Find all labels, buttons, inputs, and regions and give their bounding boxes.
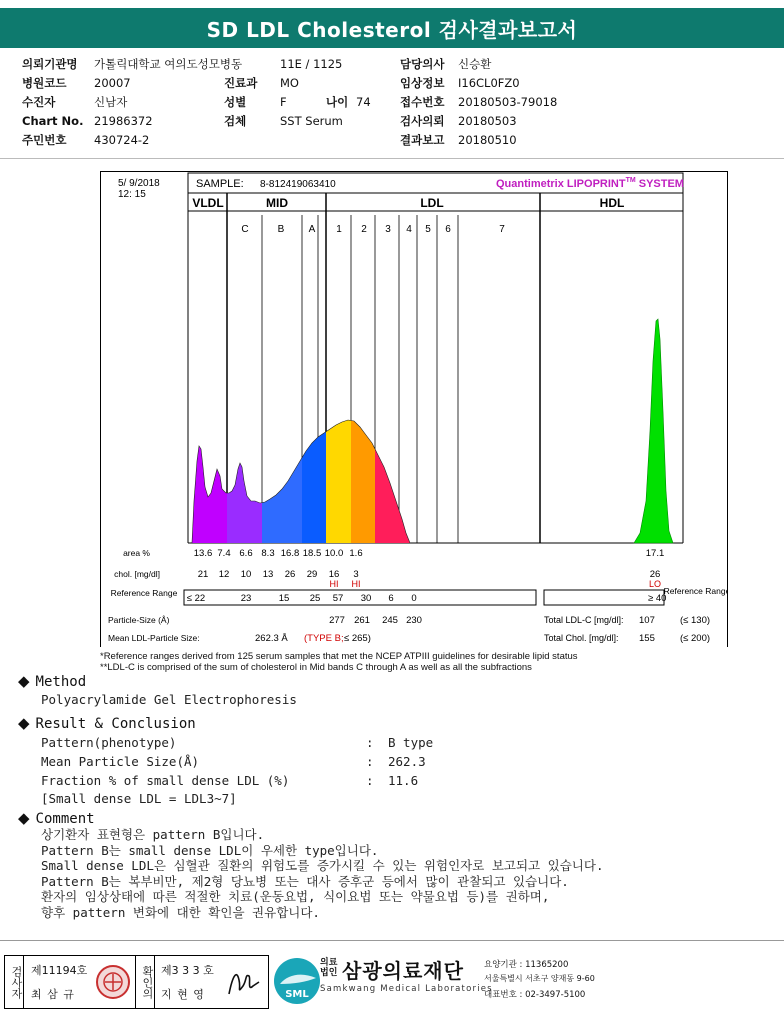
dept-value: MO (280, 76, 299, 90)
signature-box (4, 955, 269, 1009)
sex-label: 성별 (224, 95, 247, 109)
tester-license: 제11194호 (31, 964, 88, 977)
lipoprint-chart (100, 171, 728, 647)
ref-range-value: 30 (360, 593, 372, 604)
age-label: 나이 (326, 95, 349, 109)
comment-line: 향후 pattern 변화에 대한 확인을 권유합니다. (41, 904, 320, 920)
ref-range-value: 23 (240, 593, 252, 604)
specimen-field (224, 114, 343, 128)
header-field (22, 133, 149, 147)
header-value: 430724-2 (94, 133, 150, 147)
size-row-label: Particle-Size (Å) (108, 615, 170, 625)
confirmer-name: 지 현 영 (161, 988, 205, 1001)
age-value: 74 (356, 95, 371, 109)
result-value: 262.3 (388, 754, 426, 769)
band-label: 6 (445, 224, 451, 235)
result-sep: : (366, 754, 374, 769)
header-label: 임상정보 (400, 76, 445, 90)
chol-value: 10 (240, 569, 252, 580)
footnote-2: **LDL-C is comprised of the sum of cholesterol in Mid bands C through A as well as all the subfractions (100, 662, 532, 673)
seal-stamp-icon (95, 964, 131, 1000)
ref-row-label: Reference Range (110, 588, 178, 598)
total-ldl-value: 107 (639, 615, 655, 626)
mean-row-label: Mean LDL-Particle Size: (108, 633, 200, 643)
lipoprint-chart-svg (100, 171, 728, 647)
chol-flag: HI (351, 579, 361, 589)
header-label: 의뢰기관명 (22, 57, 78, 71)
sample-id: 8-812419063410 (260, 179, 336, 190)
sex-age-field (224, 95, 371, 109)
header-value: 가톨릭대학교 여의도성모병동 (94, 57, 243, 71)
chol-value: 29 (306, 569, 318, 580)
org-en: Samkwang Medical Laboratories (320, 984, 493, 994)
chart-date: 5/ 9/2018 (118, 178, 160, 189)
confirmer-license: 제3 3 3 호 (161, 964, 214, 977)
mean-type: (TYPE B; (304, 633, 344, 644)
area-row-label: area % (123, 548, 150, 558)
header-label: 수진자 (22, 95, 56, 109)
header-value: I16CL0FZ0 (458, 76, 520, 90)
header-value: 20180503-79018 (458, 95, 558, 109)
footnotes (100, 651, 578, 673)
comment-line: Pattern B는 small dense LDL이 우세한 type입니다. (41, 842, 379, 858)
comment-line: 상기환자 표현형은 pattern B입니다. (41, 827, 265, 842)
header-value: 신승환 (458, 57, 492, 71)
method-heading: ◆ Method (18, 672, 87, 690)
comment-heading: ◆ Comment (18, 809, 95, 827)
result-sep: : (366, 735, 374, 750)
sex-value: F (280, 95, 287, 109)
chart-time: 12: 15 (118, 189, 146, 200)
header-label: 주민번호 (22, 133, 67, 147)
total-chol-value: 155 (639, 633, 655, 644)
org-prefix: 의료법인 (320, 958, 338, 978)
header-label: 결과보고 (400, 133, 445, 147)
footnote-1: *Reference ranges derived from 125 serum samples that met the NCEP ATPIII guidelines for desirable lipid status (100, 651, 578, 662)
chol-value: 26 (284, 569, 296, 580)
header-field (400, 76, 520, 90)
chol-value: 12 (218, 569, 230, 580)
particle-size-value: 261 (354, 615, 370, 626)
tester-name: 최 삼 규 (31, 988, 75, 1001)
header-label: 병원코드 (22, 76, 67, 90)
band-label: 3 (385, 224, 391, 235)
particle-size-value: 277 (329, 615, 345, 626)
band-label: 7 (499, 224, 505, 235)
total-chol-label: Total Chol. [mg/dl]: (544, 633, 619, 643)
sml-logo-icon (272, 956, 322, 1006)
area-value: 8.3 (261, 548, 275, 559)
ref-range-value: 0 (411, 593, 417, 604)
header-field (22, 114, 153, 128)
org-tel: 대표번호 : 02-3497-5100 (484, 990, 586, 1000)
diamond-icon: ◆ (18, 672, 30, 690)
brand-label: Quantimetrix LIPOPRINT™ SYSTEM (496, 177, 684, 190)
header-value: 신남자 (94, 95, 128, 109)
org-logo (272, 956, 322, 1006)
area-value: 10.0 (324, 548, 344, 559)
comment-line: Small dense LDL은 심혈관 질환의 위험도를 증가시킬 수 있는 위험인자로 보고되고 있습니다. (41, 858, 604, 873)
hdl-chol: 26 (649, 569, 661, 580)
result-heading: ◆ Result & Conclusion (18, 714, 196, 732)
ref-range-value: 57 (332, 593, 344, 604)
chol-value: 3 (353, 569, 359, 580)
diamond-icon: ◆ (18, 714, 30, 732)
ref-range-value: 25 (309, 593, 321, 604)
chart-border (101, 172, 728, 648)
group-label: HDL (599, 196, 625, 210)
band-label: B (277, 224, 285, 235)
group-label: VLDL (192, 196, 224, 210)
ward-value: 11E / 1125 (280, 57, 343, 71)
result-sep: : (366, 773, 374, 788)
area-value: 6.6 (239, 548, 253, 559)
method-text: Polyacrylamide Gel Electrophoresis (41, 692, 297, 707)
band-label: 4 (406, 224, 412, 235)
result-value: B type (388, 735, 434, 750)
band-label: C (241, 224, 249, 235)
group-label: LDL (420, 196, 444, 210)
chol-flag: HI (329, 579, 339, 589)
specimen-value: SST Serum (280, 114, 343, 128)
tester-label: 검사자 (5, 956, 24, 1008)
header-field (400, 133, 517, 147)
area-value: 7.4 (217, 548, 231, 559)
result-label: Fraction % of small dense LDL (%) (41, 773, 290, 788)
header-divider (0, 158, 784, 159)
header-label: Chart No. (22, 114, 84, 128)
hdl-flag: LO (648, 579, 662, 589)
hdl-area: 17.1 (645, 548, 665, 559)
chol-value: 16 (328, 569, 340, 580)
header-label: 담당의사 (400, 57, 445, 71)
header-value: 20180510 (458, 133, 517, 147)
band-label: 1 (336, 224, 342, 235)
total-ldl-ref: (≤ 130) (680, 615, 711, 626)
comment-line: 환자의 임상상태에 따른 적절한 치료(운동요법, 식이요법 또는 약물요법 등)를 권하며, (41, 889, 550, 904)
org-name: 삼광의료재단 (342, 959, 464, 983)
band-label: 2 (361, 224, 367, 235)
result-label: Mean Particle Size(Å) (41, 754, 200, 769)
svg-text:SML: SML (285, 989, 309, 1000)
ref-range-value: ≤ 22 (186, 593, 206, 604)
header-field (400, 114, 517, 128)
chol-row-label: chol. [mg/dl] (114, 569, 160, 579)
header-label: 접수번호 (400, 95, 445, 109)
mean-size-value: 262.3 Å (255, 633, 288, 644)
header-value: 20180503 (458, 114, 517, 128)
chol-value: 21 (197, 569, 209, 580)
mean-ref: ≤ 265) (344, 633, 371, 644)
sample-label: SAMPLE: (196, 178, 244, 190)
particle-size-value: 245 (382, 615, 398, 626)
header-value: 20007 (94, 76, 131, 90)
result-label: Pattern(phenotype) (41, 735, 177, 750)
band-label: 5 (425, 224, 431, 235)
ref-range-value: 6 (388, 593, 394, 604)
ref-right-label: Reference Range (663, 586, 728, 596)
area-value: 16.8 (280, 548, 300, 559)
header-field (22, 76, 131, 90)
band-label: A (308, 224, 316, 235)
footer-divider (0, 940, 784, 941)
hdl-ref: ≥ 40 (648, 593, 667, 604)
specimen-label: 검체 (224, 114, 247, 128)
particle-size-value: 230 (406, 615, 422, 626)
total-ldl-label: Total LDL-C [mg/dl]: (544, 615, 624, 625)
org-address: 서울특별시 서초구 양재동 9-60 (484, 974, 595, 983)
header-label: 검사의뢰 (400, 114, 445, 128)
confirmer-label: 확인의 (135, 956, 155, 1008)
group-label: MID (266, 196, 288, 210)
chol-value: 13 (262, 569, 274, 580)
header-field (22, 57, 242, 71)
area-value: 18.5 (302, 548, 322, 559)
total-chol-ref: (≤ 200) (680, 633, 711, 644)
header-field (22, 95, 127, 109)
result-value: 11.6 (388, 773, 419, 788)
area-value: 13.6 (193, 548, 213, 559)
report-title: SD LDL Cholesterol 검사결과보고서 (0, 8, 784, 48)
result-note: [Small dense LDL = LDL3~7] (41, 791, 237, 806)
diamond-icon: ◆ (18, 809, 30, 827)
signature-icon (223, 964, 263, 1000)
dept-label: 진료과 (224, 76, 258, 90)
header-field (400, 95, 557, 109)
comment-line: Pattern B는 복부비만, 제2형 당뇨병 또는 대사 증후군 등에서 많이 관찰되고 있습니다. (41, 873, 569, 889)
header-value: 21986372 (94, 114, 153, 128)
area-value: 1.6 (349, 548, 363, 559)
org-code: 요양기관 : 11365200 (484, 960, 569, 970)
dept-field (224, 76, 299, 90)
ref-range-value: 15 (278, 593, 290, 604)
header-field (400, 57, 491, 71)
